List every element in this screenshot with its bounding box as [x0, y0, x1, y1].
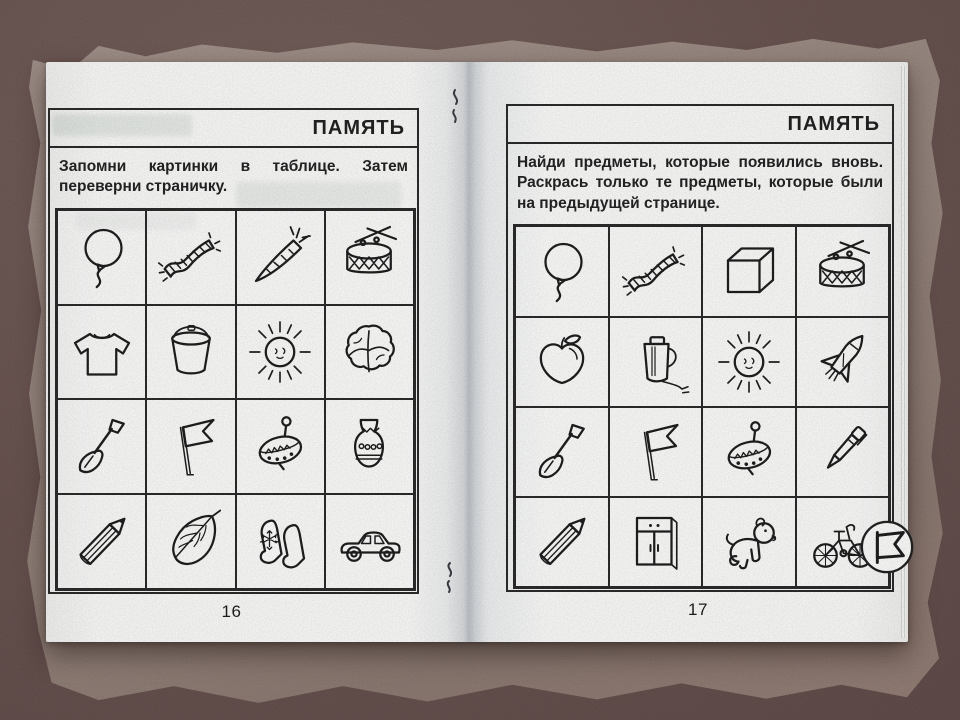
grid-cell-rocket: [796, 317, 890, 407]
left-grid-wrap: [50, 204, 417, 592]
scarf-icon: [619, 235, 691, 307]
left-page-number: 16: [221, 602, 242, 621]
grid-cell-mittens: [236, 494, 325, 589]
corner-flag-mark: [858, 518, 916, 576]
pencil-icon: [66, 506, 138, 578]
grid-cell-flag: [609, 407, 703, 497]
grid-cell-dog: [702, 497, 796, 587]
right-picture-grid: [513, 224, 891, 589]
grid-cell-spinning-top: [236, 399, 325, 494]
right-grid-wrap: [508, 220, 892, 590]
tshirt-icon: [66, 316, 138, 388]
grid-cell-cube: [702, 226, 796, 316]
book-spine: [446, 62, 490, 642]
grid-cell-pencil: [515, 497, 609, 587]
right-page-instructions: Найди предметы, которые появились вновь. Раскрась только те предметы, которые были на предыдущей странице.: [517, 154, 883, 212]
grid-cell-sun: [702, 317, 796, 407]
grid-cell-scarf: [609, 226, 703, 316]
grid-cell-apple: [515, 317, 609, 407]
dog-icon: [713, 506, 785, 578]
carrot-icon: [244, 221, 316, 293]
spine-curl-mark-top: [448, 86, 462, 126]
left-page-title: ПАМЯТЬ: [50, 110, 417, 148]
grid-cell-scarf: [146, 210, 235, 305]
drum-icon: [333, 221, 405, 293]
grid-cell-pencil: [57, 494, 146, 589]
grid-cell-sun: [236, 305, 325, 400]
right-page-number: 17: [688, 600, 708, 619]
scarf-icon: [155, 221, 227, 293]
balloon-icon: [526, 235, 598, 307]
mittens-icon: [244, 506, 316, 578]
pen-icon: [806, 416, 878, 488]
grid-cell-balloon: [515, 226, 609, 316]
rocket-icon: [806, 326, 878, 398]
vase-icon: [333, 411, 405, 483]
grid-cell-balloon: [57, 210, 146, 305]
flag-icon: [155, 411, 227, 483]
right-page-frame: [506, 104, 894, 592]
grid-cell-shovel: [515, 407, 609, 497]
grid-cell-flag: [146, 399, 235, 494]
spinning-top-icon: [244, 411, 316, 483]
wardrobe-icon: [619, 506, 691, 578]
grid-cell-kettle: [609, 317, 703, 407]
grid-cell-vase: [325, 399, 414, 494]
grid-cell-carrot: [236, 210, 325, 305]
grid-cell-leaf: [146, 494, 235, 589]
cube-icon: [713, 235, 785, 307]
grid-cell-cabbage: [325, 305, 414, 400]
grid-cell-drum: [796, 226, 890, 316]
grid-cell-tshirt: [57, 305, 146, 400]
shovel-icon: [66, 411, 138, 483]
kettle-icon: [619, 326, 691, 398]
open-book: [46, 62, 908, 642]
apple-icon: [526, 326, 598, 398]
drum-icon: [806, 235, 878, 307]
shovel-icon: [526, 416, 598, 488]
car-icon: [333, 506, 405, 578]
sun-icon: [244, 316, 316, 388]
spinning-top-icon: [713, 416, 785, 488]
pencil-icon: [526, 506, 598, 578]
grid-cell-pen: [796, 407, 890, 497]
sun-icon: [713, 326, 785, 398]
grid-cell-bucket: [146, 305, 235, 400]
leaf-icon: [155, 506, 227, 578]
grid-cell-shovel: [57, 399, 146, 494]
balloon-icon: [66, 221, 138, 293]
spine-curl-mark-bottom: [442, 560, 456, 596]
grid-cell-wardrobe: [609, 497, 703, 587]
bucket-icon: [155, 316, 227, 388]
grid-cell-car: [325, 494, 414, 589]
left-page-frame: [48, 108, 419, 594]
cabbage-icon: [333, 316, 405, 388]
left-page-instructions: Запомни картинки в таблице. Затем переверни страничку.: [59, 158, 408, 196]
flag-icon: [619, 416, 691, 488]
grid-cell-drum: [325, 210, 414, 305]
grid-cell-spinning-top: [702, 407, 796, 497]
right-page-title: ПАМЯТЬ: [508, 106, 892, 144]
left-picture-grid: [55, 208, 416, 591]
